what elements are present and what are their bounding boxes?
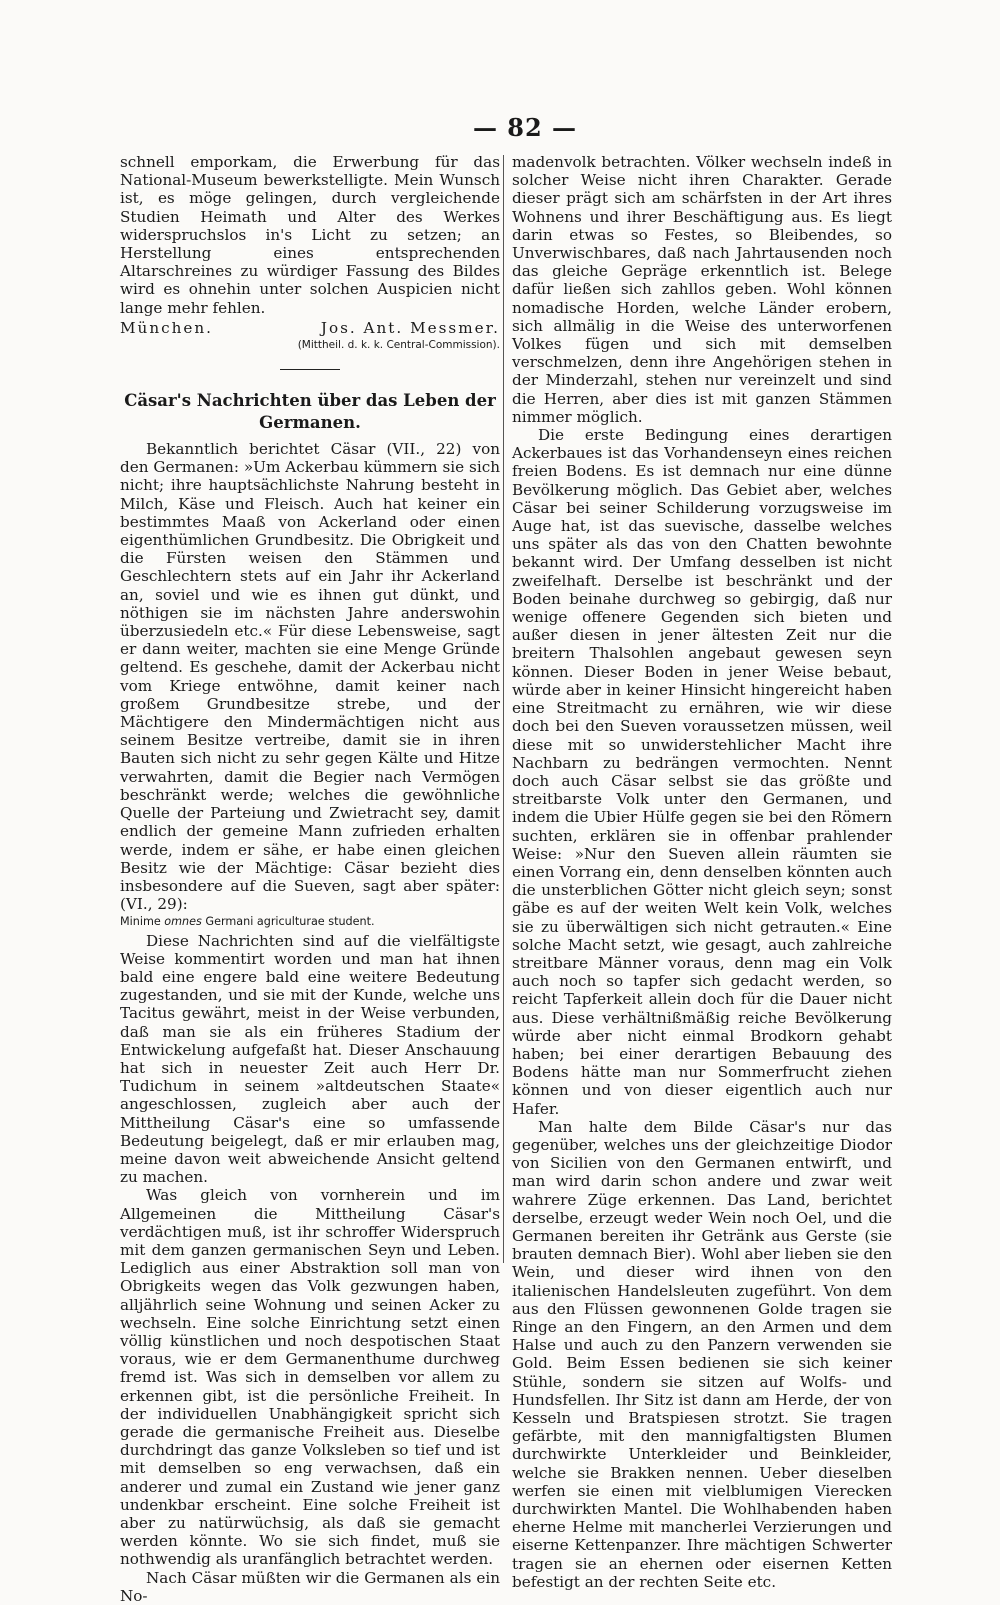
right-column bbox=[512, 153, 892, 1591]
body-paragraph: Was gleich von vornherein und im Allgemeinen die Mittheilung Cäsar's verdächtigen muß, ist ihr schroffer Widerspruch mit dem ganzen germanischen Seyn und Leben. Lediglich aus einer Abstraktion soll man von Obrigkeits wegen das Volk gezwungen haben, alljährlich seine Wohnung und seinen Acker zu wechseln. Eine solche Einrichtung setzt einen völlig künstlichen und noch despotischen Staat voraus, wie er dem Germanenthume durchweg fremd ist. Was sich in demselben vor allem zu erkennen gibt, ist die persönliche Freiheit. In der individuellen Unabhängigkeit spricht sich gerade die germanische Freiheit aus. Dieselbe durchdringt das ganze Volksleben so tief und ist mit demselben so eng verwachsen, daß ein anderer und zumal ein Zustand wie jener ganz undenkbar erscheint. Eine solche Freiheit ist aber zu natürwüchsig, als daß sie gemacht werden könnte. Wo sie sich findet, muß sie nothwendig als uranfänglich betrachtet werden. bbox=[120, 1186, 500, 1569]
article-title: Cäsar's Nachrichten über das Leben der Germanen. bbox=[124, 391, 496, 433]
body-paragraph: madenvolk betrachten. Völker wechseln indeß in solcher Weise nicht ihren Charakter. Gerade dieser prägt sich am schärfsten in der Art ihres Wohnens und ihrer Beschäftigung aus. Es liegt darin etwas so Festes, so Bleibendes, so Unverwischbares, daß nach Jahrtausenden noch das gleiche Gepräge erkenntlich ist. Belege dafür ließen sich zahllos geben. Wohl können nomadische Horden, welche Länder erobern, sich allmälig in die Weise des unterworfenen Volkes fügen und sich mit demselben verschmelzen, denn ihre Angehörigen stehen in der Minderzahl, stehen nur vereinzelt und sind die Herren, aber dies ist mit ganzen Stämmen nimmer möglich. bbox=[512, 153, 892, 426]
signature-place: München. bbox=[120, 318, 213, 337]
body-paragraph: Diese Nachrichten sind auf die vielfältigste Weise kommentirt worden und man hat ihnen bald eine engere bald eine weitere Bedeutung zugestanden, und sie mit der Kunde, welche uns Tacitus gewährt, meist in der Weise verbunden, daß man sie als ein früheres Stadium der Entwickelung aufgefaßt hat. Dieser Anschauung hat sich in neuester Zeit auch Herr Dr. Tudichum in seinem »altdeutschen Staate« angeschlossen, zugleich aber auch der Mittheilung Cäsar's eine so umfassende Bedeutung beigelegt, daß er mir erlauben mag, meine davon weit abweichende Ansicht geltend zu machen. bbox=[120, 931, 500, 1187]
left-column bbox=[120, 153, 500, 1605]
body-paragraph: Bekanntlich berichtet Cäsar (VII., 22) von den Germanen: »Um Ackerbau kümmern sie sich nicht; ihre hauptsächlichste Nahrung besteht in Milch, Käse und Fleisch. Auch hat keiner ein bestimmtes Maaß von Ackerland oder einen eigenthümlichen Grundbesitz. Die Obrigkeit und die Fürsten weisen den Stämmen und Geschlechtern stets auf ein Jahr ihr Ackerland an, soviel und wie es ihnen gut dünkt, und nöthigen sie im nächsten Jahre anderswohin überzusiedeln etc.« Für diese Lebensweise, sagt er dann weiter, machten sie eine Menge Gründe geltend. Es geschehe, damit der Ackerbau nicht vom Kriege entwöhne, damit keiner nach großem Grundbesitze strebe, und der Mächtigere den Mindermächtigen nicht aus seinem Besitze vertreibe, damit sie in ihren Bauten sich nicht zu sehr gegen Kälte und Hitze verwahrten, damit die Begier nach Vermögen beschränkt werde; welches die gewöhnliche Quelle der Parteiung und Zwietracht sey, damit endlich der gemeine Mann zufrieden erhalten werde, indem er sähe, er habe einen gleichen Besitz wie der Mächtige: Cäsar bezieht dies insbesondere auf die Sueven, sagt aber später: (VI., 29): bbox=[120, 440, 500, 914]
section-divider bbox=[280, 369, 340, 370]
body-paragraph: Die erste Bedingung eines derartigen Ackerbaues ist das Vorhandenseyn eines reichen freien Bodens. Es ist demnach nur eine dünne Bevölkerung möglich. Das Gebiet aber, welches Cäsar bei seiner Schilderung vorzugsweise im Auge hat, ist das suevische, dasselbe welches uns später als das von den Chatten bewohnte bekannt wird. Der Umfang desselben ist nicht zweifelhaft. Derselbe ist beschränkt und der Boden beinahe durchweg so gebirgig, daß nur wenige offenere Gegenden sich bieten und außer diesen in jener ältesten Zeit nur die breitern Thalsohlen angebaut gewesen seyn können. Dieser Boden in jener Weise bebaut, würde aber in keiner Hinsicht hingereicht haben eine Streitmacht zu ernähren, wie wir diese doch bei den Sueven voraussetzen müssen, weil diese mit so unwiderstehlicher Macht ihre Nachbarn zu bedrängen vermochten. Nennt doch auch Cäsar selbst sie das größte und streitbarste Volk unter den Germanen, und indem die Ubier Hülfe gegen sie bei den Römern suchten, erklären sie in offenbar prahlender Weise: »Nur den Sueven allein räumten sie einen Vorrang ein, denn denselben könnten auch die unsterblichen Götter nicht gleich seyn; sonst gäbe es auf der weiten Welt kein Volk, welches sie zu überwältigen sich nicht getrauten.« Eine solche Macht setzt, wie gesagt, auch zahlreiche streitbare Männer voraus, denn mag ein Volk auch noch so tapfer sich gedacht werden, so reicht Tapferkeit allein doch für die Dauer nicht aus. Diese verhältnißmäßig reiche Bevölkerung würde aber nicht einmal Brodkorn gehabt haben; bei einer derartigen Bebauung des Bodens hätte man nur Sommerfrucht ziehen können und von dieser eigentlich auch nur Hafer. bbox=[512, 426, 892, 1118]
source-citation: (Mittheil. d. k. k. Central-Commission). bbox=[297, 339, 500, 352]
body-paragraph: Nach Cäsar müßten wir die Germanen als ein No- bbox=[120, 1568, 500, 1605]
intro-paragraph: schnell emporkam, die Erwerbung für das National-Museum bewerkstelligte. Mein Wunsch ist, es möge gelingen, durch vergleichende Studien Heimath und Alter des Werkes widerspruchslos in's Licht zu setzen; an Herstellung eines entsprechenden Altarschreines zu würdiger Fassung des Bildes wird es ohnehin unter solchen Auspicien nicht lange mehr fehlen. bbox=[120, 153, 500, 317]
signature-line bbox=[120, 319, 500, 337]
body-paragraph: Man halte dem Bilde Cäsar's nur das gegenüber, welches uns der gleichzeitige Diodor von Sicilien von den Germanen entwirft, und man wird darin schon andere und zwar weit wahrere Züge erkennen. Das Land, berichtet derselbe, erzeugt weder Wein noch Oel, und die Germanen bereiten ihr Getränk aus Gerste (sie brauten demnach Bier). Wohl aber lieben sie den Wein, und dieser wird ihnen von den italienischen Handelsleuten zugeführt. Von dem aus den Flüssen gewonnenen Golde tragen sie Ringe an den Fingern, an den Armen und dem Halse und auch zu den Panzern verwenden sie Gold. Beim Essen bedienen sie sich keiner Stühle, sondern sie sitzen auf Wolfs- und Hundsfellen. Ihr Sitz ist dann am Herde, der von Kesseln und Bratspiesen strotzt. Sie tragen gefärbte, mit den mannigfaltigsten Blumen durchwirkte Unterkleider und Beinkleider, welche sie Brakken nennen. Ueber dieselben werfen sie einen mit vielblumigen Vierecken durchwirkten Mantel. Die Wohlhabenden haben eherne Helme mit mancherlei Verzierungen und eiserne Kettenpanzer. Ihre mächtigen Schwerter tragen sie an ehernen oder eisernen Ketten befestigt an der rechten Seite etc. bbox=[512, 1117, 892, 1591]
latin-quote: Minime omnes Germani agriculturae student. bbox=[120, 915, 375, 929]
page-number: — 82 — bbox=[472, 113, 578, 142]
signature-author: Jos. Ant. Messmer. bbox=[320, 318, 500, 337]
column-divider bbox=[503, 155, 504, 1263]
